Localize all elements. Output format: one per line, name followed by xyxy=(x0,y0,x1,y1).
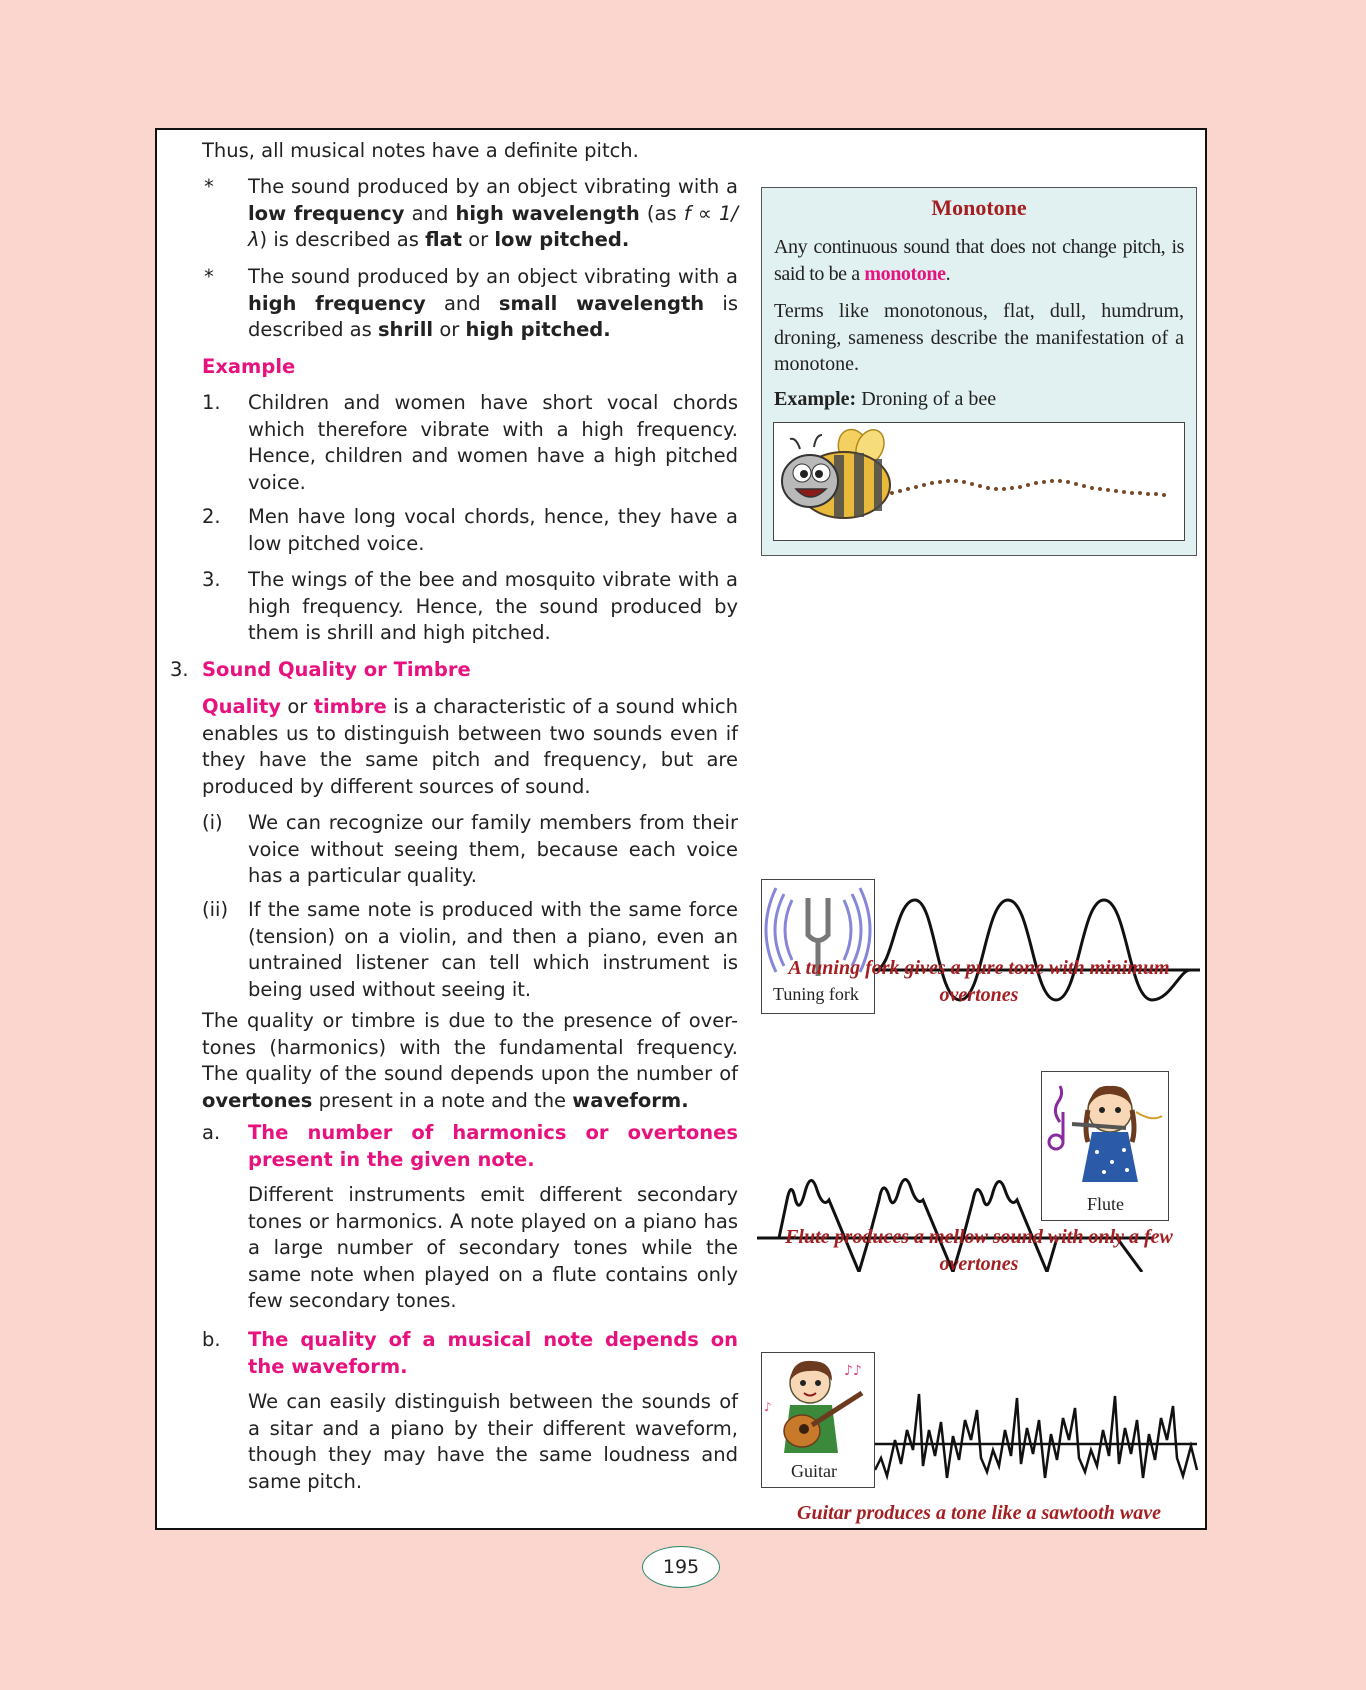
term-shrill: shrill xyxy=(377,318,434,341)
text-span: and xyxy=(404,201,456,225)
text-span: The quality or timbre is due to the presence of over-tones (harmonics) with the fundamental frequency. The quality of the sound depends upon the number of xyxy=(202,1009,738,1085)
text-span: present in a note and the xyxy=(312,1088,573,1112)
monotone-terms: Terms like monotonous, flat, dull, humdrum, droning, sameness describe the manifestation of a monotone. xyxy=(774,300,1184,375)
monotone-example xyxy=(774,386,1184,413)
roman-item: If the same note is produced with the same force (tension) on a violin, and then a piano, even an untrained listener can tell which instrument is being used without seeing it. xyxy=(248,898,738,1001)
monotone-box xyxy=(761,187,1197,556)
guitar-label: Guitar xyxy=(791,1461,837,1481)
term-waveform: waveform. xyxy=(572,1088,689,1112)
flute-label: Flute xyxy=(1087,1194,1125,1214)
term-low-pitched: low pitched. xyxy=(494,228,630,251)
sub-a-text: Different instruments emit different secondary tones or harmonics. A note played on a piano has a large number of secondary tones while the same note when played on a flute contains only few secondary tones. xyxy=(248,1183,738,1312)
bullet-marker: * xyxy=(204,175,214,198)
term-flat: flat xyxy=(425,228,463,251)
text-span: . xyxy=(945,262,951,285)
sub-b-text: We can easily distinguish between the sounds of a sitar and a piano by their different waveform, though they may have the same loudness and same pitch. xyxy=(248,1390,738,1493)
term-monotone: monotone xyxy=(864,262,946,285)
term-high-pitched: high pitched. xyxy=(465,318,611,341)
bullet-marker: * xyxy=(204,265,214,288)
svg-text:♪: ♪ xyxy=(764,1400,772,1414)
text-span: is a characteristic of a sound which enables us to distinguish between two sounds even if they have the same pitch and frequency, but are produced by different sources of sound. xyxy=(202,695,738,798)
text-span: is described as xyxy=(248,291,738,341)
text-span: The sound produced by an object vibrating with a xyxy=(248,265,738,288)
bee-icon xyxy=(774,423,1184,540)
text-span: Any continuous sound that does not change pitch, is said to be a xyxy=(774,236,1184,285)
flute-caption: Flute produces a mellow sound with only a few overtones xyxy=(785,1226,1173,1275)
text-span: or xyxy=(433,318,466,341)
svg-text:♪♪: ♪♪ xyxy=(844,1363,862,1379)
example-item: Men have long vocal chords, hence, they have a low pitched voice. xyxy=(248,505,738,555)
timbre-paragraph xyxy=(202,1008,738,1114)
boy-with-guitar-icon xyxy=(762,1353,874,1457)
guitar-waveform xyxy=(875,1380,1200,1490)
example-label: Example: xyxy=(774,388,857,410)
term-quality: Quality xyxy=(202,695,282,718)
text-span: (as xyxy=(639,201,684,225)
sub-letter: a. xyxy=(202,1121,221,1144)
bullet-low-pitch xyxy=(248,174,738,254)
term-high-frequency: high frequency xyxy=(248,291,426,315)
sub-a-heading: The number of harmonics or overtones present in the given note. xyxy=(248,1121,738,1171)
tuning-fork-label: Tuning fork xyxy=(773,984,859,1004)
tuning-fork-caption: A tuning fork gives a pure tone with minimum overtones xyxy=(788,957,1170,1006)
guitar-figure xyxy=(761,1352,875,1488)
text-span: and xyxy=(425,291,499,315)
intro-text: Thus, all musical notes have a definite pitch. xyxy=(202,139,639,162)
text-span: or xyxy=(462,228,495,251)
section-title: Sound Quality or Timbre xyxy=(202,658,471,681)
term-overtones: overtones xyxy=(202,1088,313,1112)
example-item: Children and women have short vocal chords which therefore vibrate with a high frequency. Hence, children and women have a high pitched voice. xyxy=(248,391,738,494)
example-number: 2. xyxy=(202,505,221,528)
page-number: 195 xyxy=(642,1546,720,1588)
term-low-frequency: low frequency xyxy=(248,201,405,225)
term-timbre: timbre xyxy=(313,695,387,718)
monotone-title: Monotone xyxy=(931,195,1027,220)
bee-illustration xyxy=(773,422,1185,541)
sub-b-heading: The quality of a musical note depends on the waveform. xyxy=(248,1328,738,1378)
roman-number: (ii) xyxy=(202,898,229,921)
roman-item: We can recognize our family members from their voice without seeing them, because each voice has a particular quality. xyxy=(248,811,738,887)
section-number: 3. xyxy=(170,658,189,681)
term-small-wavelength: small wavelength xyxy=(498,291,705,315)
text-span: Droning of a bee xyxy=(856,388,997,410)
example-number: 3. xyxy=(202,568,221,591)
text-span: The sound produced by an object vibrating with a xyxy=(248,175,738,198)
formula: f ∝ 1/λ xyxy=(248,201,738,251)
text-span: ) is described as xyxy=(259,228,426,251)
roman-number: (i) xyxy=(202,811,223,834)
example-number: 1. xyxy=(202,391,221,414)
term-high-wavelength: high wavelength xyxy=(455,201,640,225)
text-span: or xyxy=(281,695,314,718)
monotone-definition xyxy=(774,234,1184,287)
bullet-high-pitch xyxy=(248,264,738,344)
example-item: The wings of the bee and mosquito vibrate with a high frequency. Hence, the sound produced by them is shrill and high pitched. xyxy=(248,568,738,644)
page-frame xyxy=(155,128,1207,1530)
quality-paragraph xyxy=(202,694,738,800)
example-heading: Example xyxy=(202,355,296,378)
sub-letter: b. xyxy=(202,1328,221,1351)
guitar-caption: Guitar produces a tone like a sawtooth wave xyxy=(797,1502,1161,1524)
